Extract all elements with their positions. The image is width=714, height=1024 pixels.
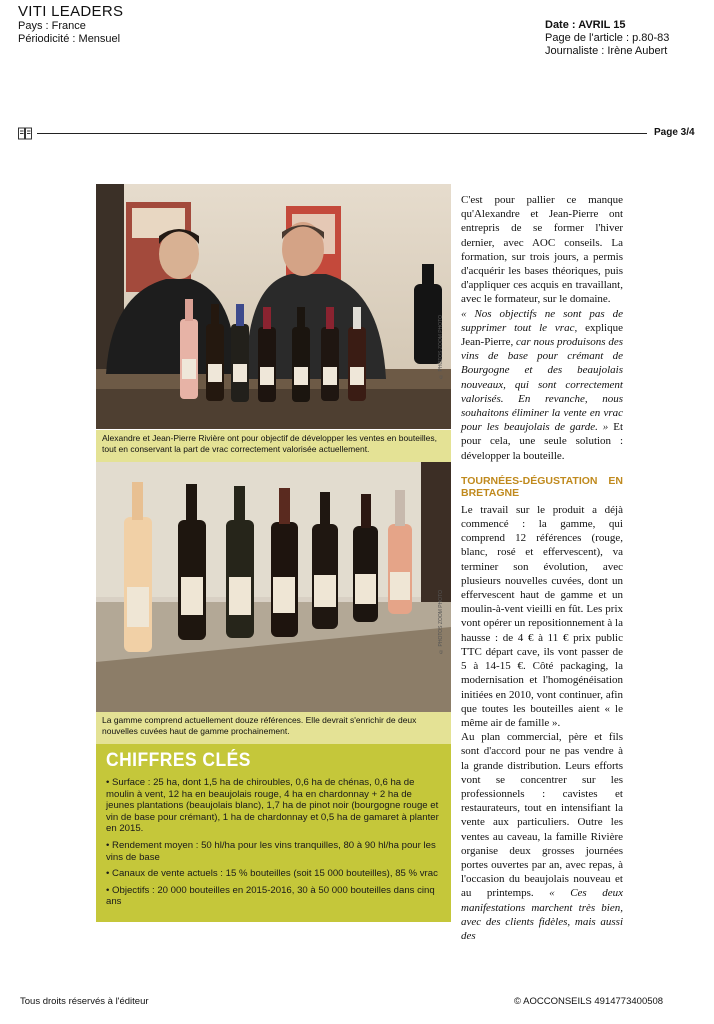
quote-conclusion: Et pour cela, une seule solution : développer la bouteille. — [461, 421, 624, 462]
footer-code — [514, 996, 663, 1007]
header-left — [18, 3, 123, 46]
photo-credit-1: © PHOTOS ZOOM PHOTO — [438, 315, 444, 379]
photo-bottle-range — [96, 462, 451, 712]
article-paragraph-3: Le travail sur le produit a déjà commencé : la gamme, qui comprend 12 références (rouge, blanc, rosé et effervescent), va terminer son évolution, avec plusieurs nouvelles cuvées, dont un effervescent haut de gamme et un moulin-à-vent vieilli en fût. Les prix vont opérer un repositionnement à la hausse : de 4 € à 11 € prix public TTC départ cave, ils vont passer de 5 à 14-15 €. Côté packaging, la modernisation et l'homogénéisation initiées en 2010, vont continuer, afin que toutes les bouteilles aient « le même air de famille ». — [461, 503, 623, 729]
key-figure-surface: • Surface : 25 ha, dont 1,5 ha de chiroubles, 0,6 ha de chénas, 0,6 ha de moulin à vent, 12 ha en beaujolais rouge, 4 ha en chardonnay + 2 ha de jeunes plantations (beaujolais blanc), 1,7 ha de pinot noir (bourgogne rouge et vin de base pour crémant), 1 ha de chardonnay et 0,5 ha de gamaret à planter en 2015. — [106, 777, 439, 835]
key-figure-sales-channels: • Canaux de vente actuels : 15 % bouteilles (soit 15 000 bouteilles), 85 % vrac — [106, 868, 438, 880]
paragraph-4-text: Au plan commercial, père et fils sont d'accord pour ne pas vendre à la grande distribution. Leurs efforts vont se concentrer sur les professionnels : cavistes et restaurateurs, tout en intensifiant la vente aux particuliers. Outre les ventes au caveau, la famille Rivière organise deux grosses journées portes ouvertes par an, avec repas, à l'occasion du beaujolais nouveau et au printemps. — [461, 731, 623, 900]
key-figures-box — [96, 744, 451, 922]
country: Pays : France — [18, 20, 86, 32]
section-subtitle: TOURNÉES-DÉGUSTATION EN BRETAGNE — [461, 474, 623, 499]
issue-date: Date : AVRIL 15 — [545, 19, 626, 31]
header-right — [545, 19, 669, 58]
page-number: Page 3/4 — [654, 127, 695, 138]
publication-name: VITI LEADERS — [18, 3, 124, 20]
copyright-icon: © — [514, 996, 521, 1007]
paragraph-4-quote: « Ces deux manifestations marchent très bien, avec des clients fidèles, mais aussi des — [461, 887, 623, 942]
key-figure-objectives: • Objectifs : 20 000 bouteilles en 2015-2016, 30 à 50 000 bouteilles dans cinq ans — [106, 884, 435, 908]
footer-code-text: AOCCONSEILS 4914773400508 — [523, 996, 664, 1007]
book-icon — [18, 127, 32, 145]
periodicity: Périodicité : Mensuel — [18, 33, 121, 45]
photo-winemakers — [96, 184, 451, 429]
article-pages: Page de l'article : p.80-83 — [545, 32, 670, 44]
photo-credit-2: © PHOTOS ZOOM PHOTO — [438, 590, 444, 654]
bottom-photo-caption: La gamme comprend actuellement douze références. Elle devrait s'enrichir de deux nouvelles cuvées haut de gamme prochainement. — [96, 712, 451, 744]
top-photo-caption: Alexandre et Jean-Pierre Rivière ont pour objectif de développer les ventes en bouteilles, tout en conservant la part de vrac correctement valorisée actuellement. — [96, 430, 451, 462]
article-paragraph-4 — [461, 730, 623, 943]
quote-a: « Nos objectifs ne sont pas de supprimer tout le vrac, — [461, 307, 623, 334]
quote-attribution: explique Jean-Pierre, — [461, 321, 623, 349]
header-rule — [37, 133, 647, 134]
article-column — [461, 193, 623, 943]
footer-rights: Tous droits réservés à l'éditeur — [20, 996, 149, 1007]
article-paragraph-2 — [461, 307, 623, 463]
quote-b: car nous produisons des vins de base pour crémant de Bourgogne et des beaujolais nouveaux, qui sont correctement valorisés. En revanche, nous souhaitons éliminer la vente en vrac pour les beaujolais de garde. » — [461, 336, 623, 434]
key-figure-yield: • Rendement moyen : 50 hl/ha pour les vins tranquilles, 80 à 90 hl/ha pour les vins de base — [106, 839, 436, 863]
key-figures-title: CHIFFRES CLÉS — [106, 750, 251, 771]
journalist: Journaliste : Irène Aubert — [545, 45, 668, 57]
article-paragraph-1: C'est pour pallier ce manque qu'Alexandre et Jean-Pierre ont entrepris de se former l'hiver dernier, avec AOC conseils. La formation, sur trois jours, a permis d'acquérir les bases théoriques, puis d'appliquer ces acquis en travaillant, avec le formateur, sur le domaine. — [461, 194, 623, 306]
